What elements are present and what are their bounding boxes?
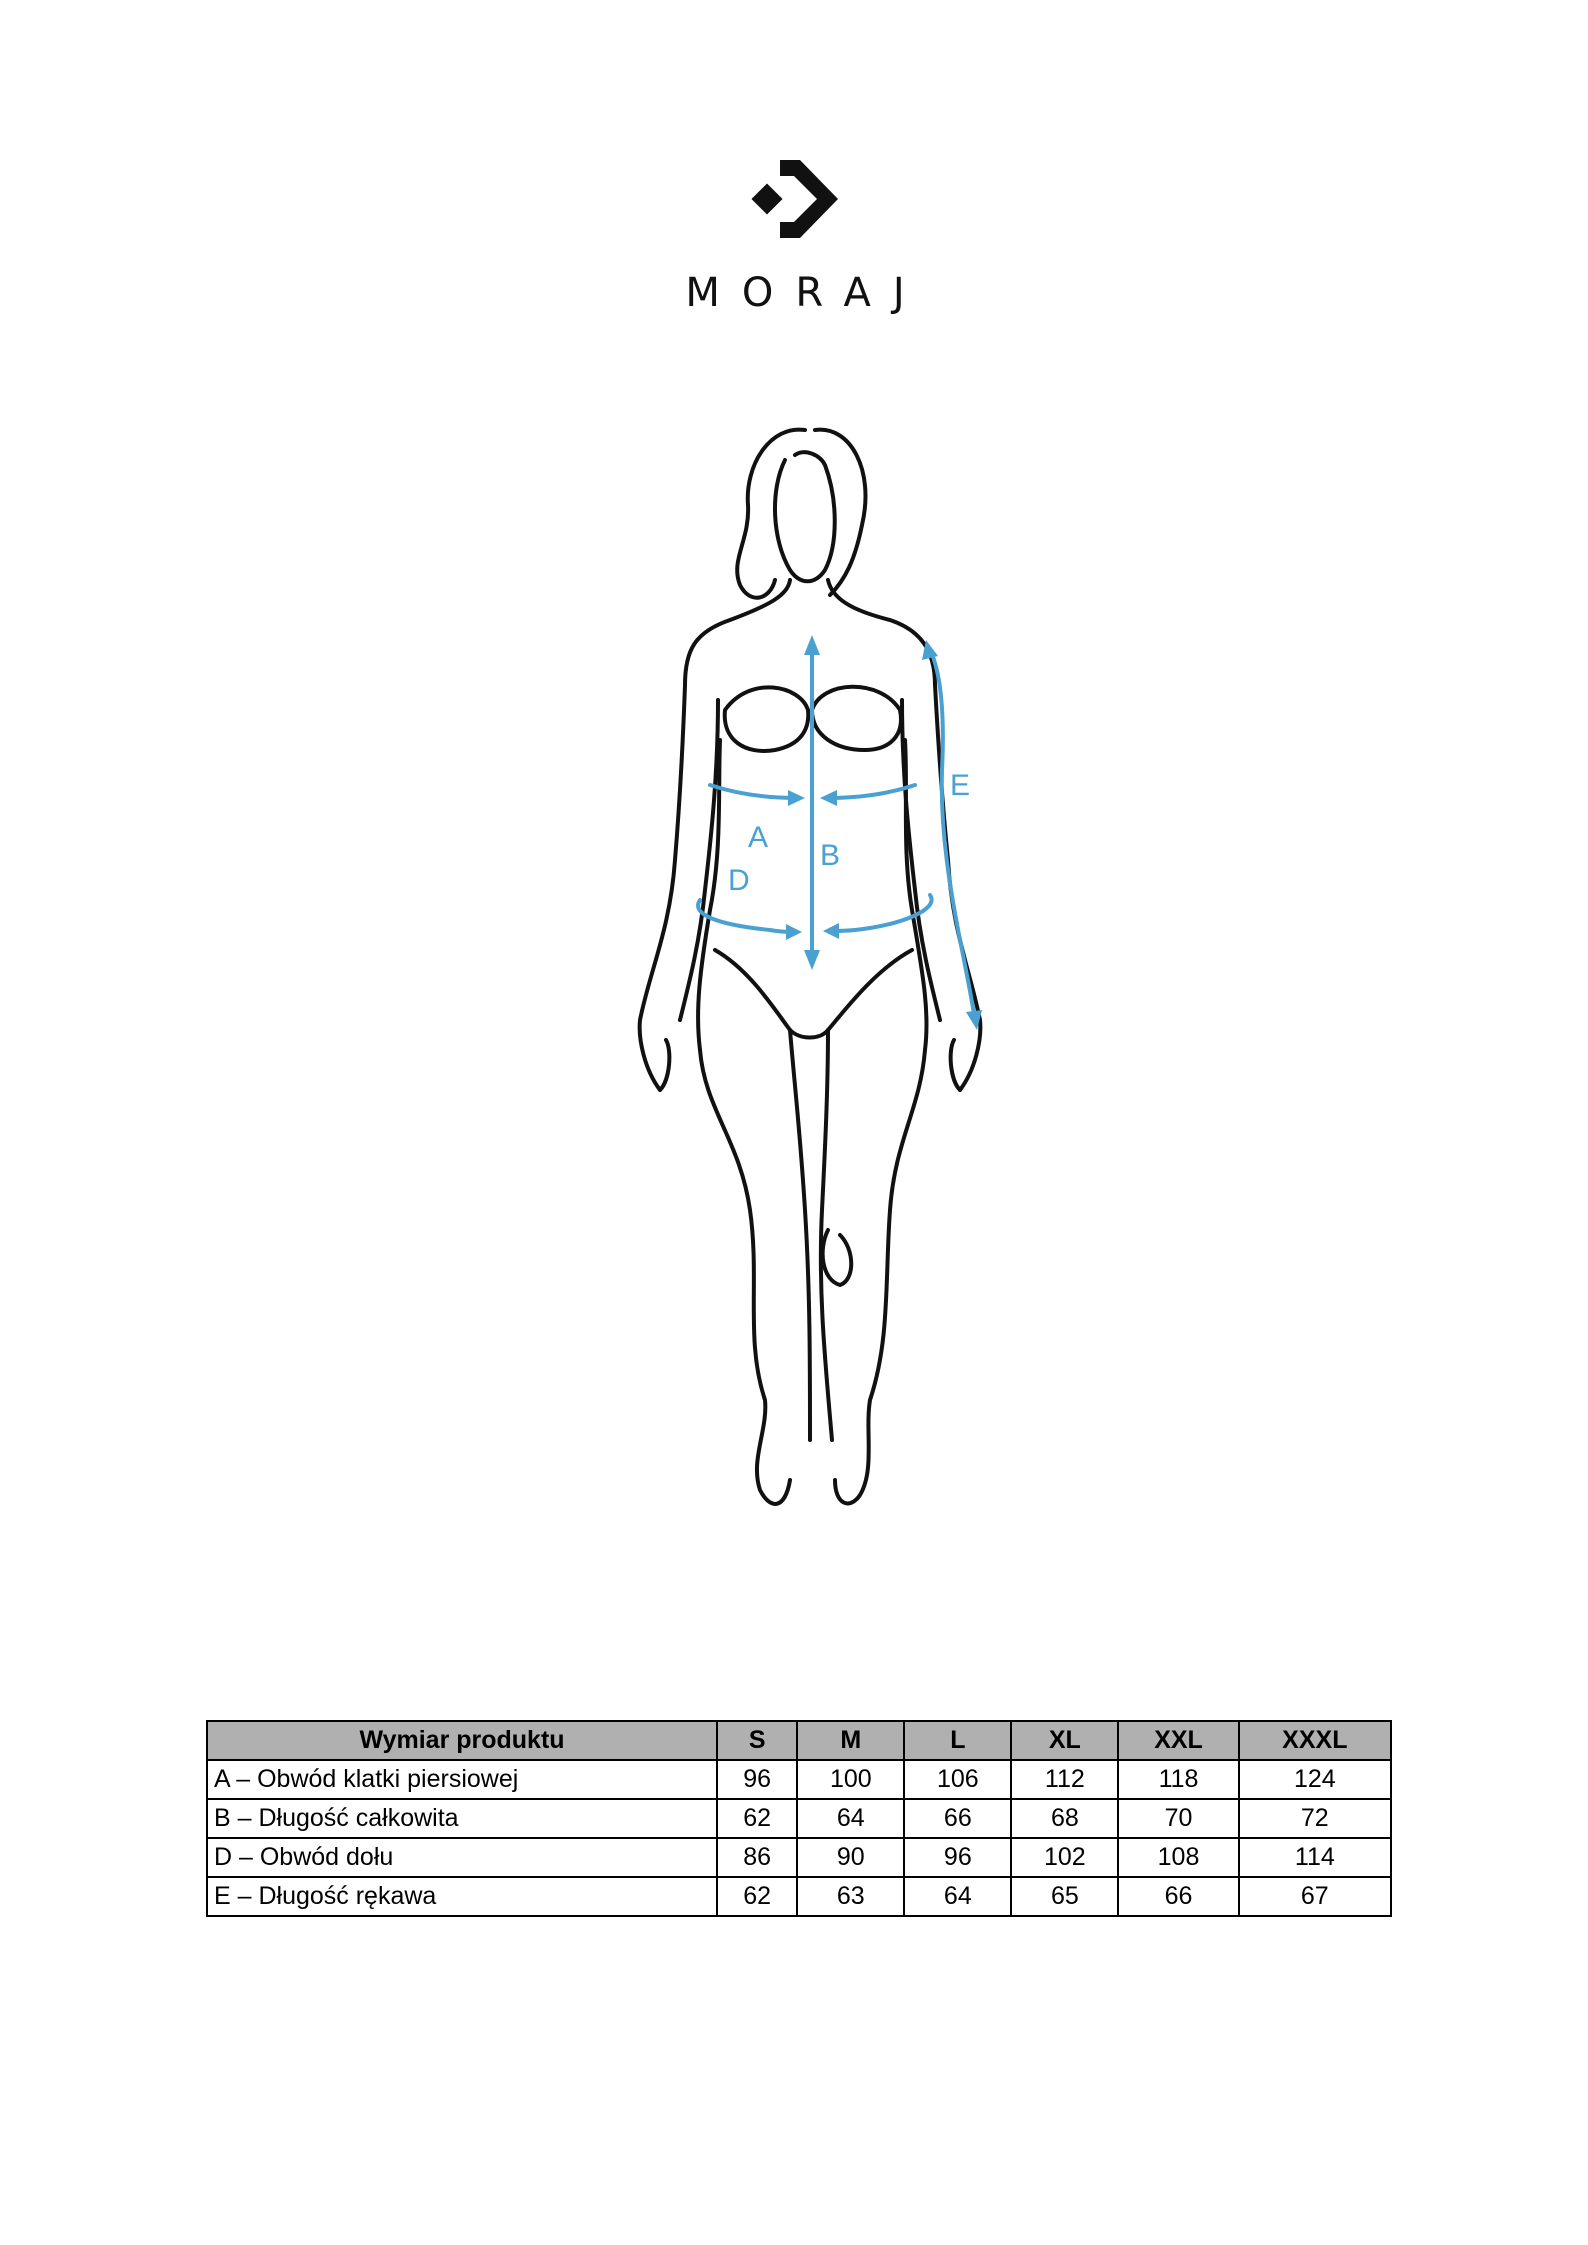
- row-dimension: B – Długość całkowita: [207, 1799, 717, 1838]
- table-cell: 96: [904, 1838, 1011, 1877]
- table-cell: 67: [1239, 1877, 1391, 1916]
- table-cell: 70: [1118, 1799, 1238, 1838]
- table-cell: 62: [717, 1877, 797, 1916]
- label-a: A: [748, 821, 769, 854]
- table-row: [207, 1877, 1391, 1916]
- brand-wordmark: MORAJ: [685, 270, 927, 316]
- table-cell: 64: [797, 1799, 904, 1838]
- table-cell: 102: [1011, 1838, 1118, 1877]
- table-cell: 68: [1011, 1799, 1118, 1838]
- row-dimension: A – Obwód klatki piersiowej: [207, 1760, 717, 1799]
- table-cell: 90: [797, 1838, 904, 1877]
- table-cell: 65: [1011, 1877, 1118, 1916]
- label-e: E: [950, 769, 971, 802]
- header-size: S: [717, 1721, 797, 1760]
- table-header-row: [207, 1721, 1391, 1760]
- label-b: B: [820, 839, 841, 872]
- table-cell: 66: [904, 1799, 1011, 1838]
- table-cell: 106: [904, 1760, 1011, 1799]
- header-dimension: Wymiar produktu: [207, 1721, 717, 1760]
- arrow-chevron-logo-icon: [750, 150, 840, 250]
- size-table: [206, 1720, 1392, 1917]
- table-cell: 114: [1239, 1838, 1391, 1877]
- table-cell: 100: [797, 1760, 904, 1799]
- table-cell: 86: [717, 1838, 797, 1877]
- table-cell: 62: [717, 1799, 797, 1838]
- table-row: [207, 1838, 1391, 1877]
- table-cell: 112: [1011, 1760, 1118, 1799]
- table-cell: 108: [1118, 1838, 1238, 1877]
- table-cell: 124: [1239, 1760, 1391, 1799]
- table-cell: 64: [904, 1877, 1011, 1916]
- measurement-labels: [728, 769, 970, 897]
- table-cell: 96: [717, 1760, 797, 1799]
- figure-outline: [640, 430, 981, 1504]
- brand-logo: [640, 150, 950, 330]
- table-cell: 63: [797, 1877, 904, 1916]
- table-cell: 66: [1118, 1877, 1238, 1916]
- table-cell: 118: [1118, 1760, 1238, 1799]
- row-dimension: E – Długość rękawa: [207, 1877, 717, 1916]
- header-size: XXL: [1118, 1721, 1238, 1760]
- header-size: L: [904, 1721, 1011, 1760]
- table-cell: 72: [1239, 1799, 1391, 1838]
- row-dimension: D – Obwód dołu: [207, 1838, 717, 1877]
- label-d: D: [728, 864, 750, 897]
- header-size: XL: [1011, 1721, 1118, 1760]
- header-size: M: [797, 1721, 904, 1760]
- table-row: [207, 1760, 1391, 1799]
- header-size: XXXL: [1239, 1721, 1391, 1760]
- table-row: [207, 1799, 1391, 1838]
- body-measurement-diagram: [600, 410, 1040, 1590]
